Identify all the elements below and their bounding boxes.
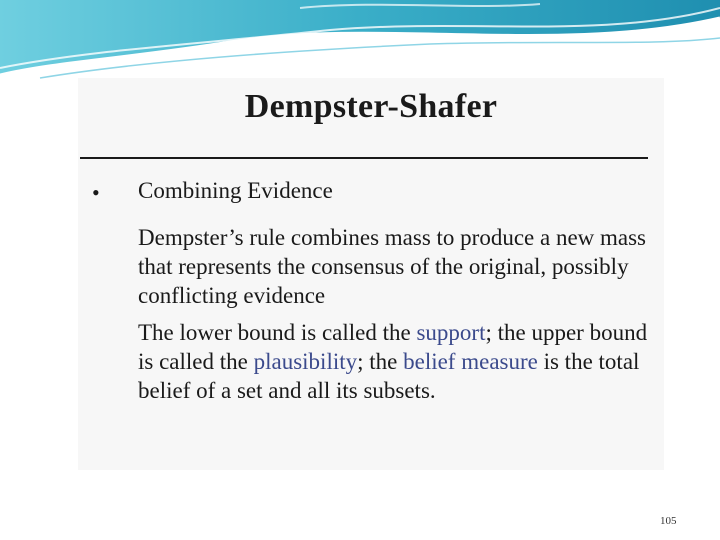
- title-divider: [80, 157, 648, 159]
- slide-number: 105: [660, 515, 677, 527]
- paragraph-text: ; the: [357, 349, 404, 374]
- slide-title: Dempster-Shafer: [244, 88, 498, 125]
- term-support: support: [416, 320, 486, 345]
- paragraph-bounds: [138, 318, 653, 405]
- header-swoosh-decoration: [0, 0, 720, 90]
- term-plausibility: plausibility: [253, 349, 358, 374]
- paragraph-text: ; the upper bound is called the: [138, 320, 648, 374]
- bullet-icon: •: [92, 180, 100, 205]
- bullet-heading: Combining Evidence: [138, 178, 333, 203]
- paragraph-text: The lower bound is called the: [138, 320, 417, 345]
- term-belief-measure: belief measure: [403, 349, 538, 374]
- paragraph-dempster-rule: Dempster’s rule combines mass to produce a new mass that represents the consensus of the original, possibly conflicting evidence: [138, 225, 647, 308]
- paragraph-text: is the total belief of a set and all its subsets.: [138, 349, 640, 403]
